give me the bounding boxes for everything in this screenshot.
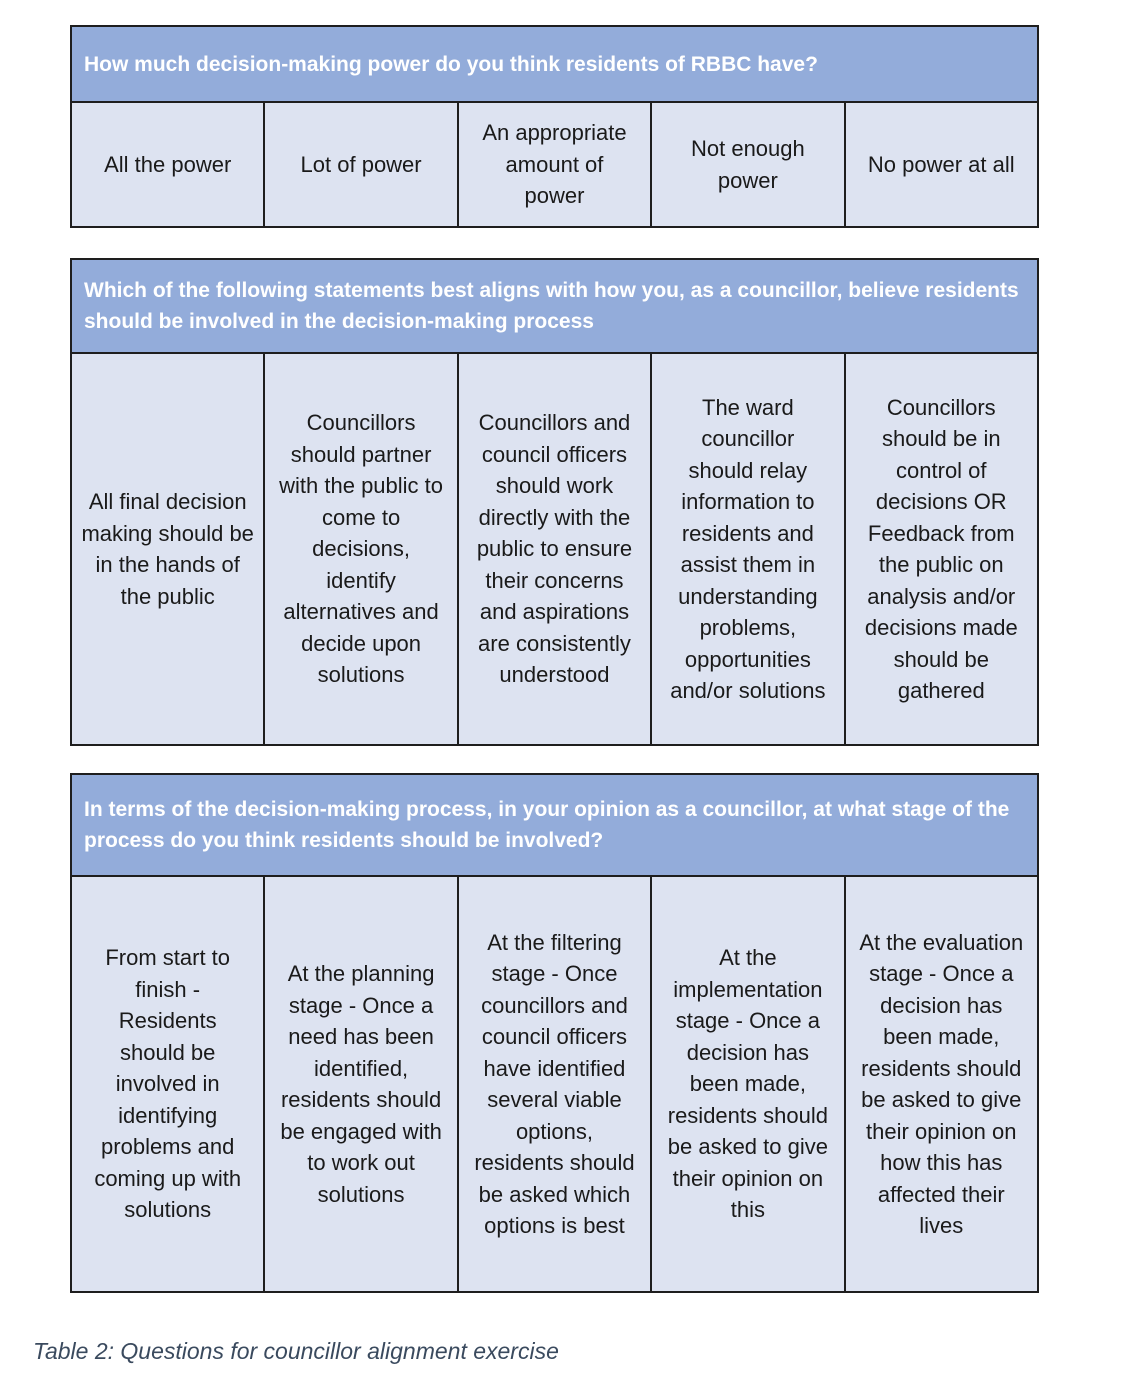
question-2-option-5: Councillors should be in control of decisions OR Feedback from the public on analysis and/or decisions made should be gathered [845,353,1038,745]
question-2-option-4: The ward councillor should relay information to residents and assist them in understanding problems, opportunities and/or solutions [651,353,844,745]
question-2-header: Which of the following statements best aligns with how you, as a councillor, believe residents should be involved in the decision-making process [71,259,1038,353]
question-table-3 [70,773,1039,1293]
question-3-option-4: At the implementation stage - Once a decision has been made, residents should be asked to give their opinion on this [651,876,844,1292]
question-1-option-4: Not enough power [651,102,844,227]
question-1-option-5: No power at all [845,102,1038,227]
question-1-option-1: All the power [71,102,264,227]
question-table-2 [70,258,1039,746]
question-1-option-3: An appropriate amount of power [458,102,651,227]
question-3-option-1: From start to finish - Residents should be involved in identifying problems and coming up with solutions [71,876,264,1292]
question-3-option-2: At the planning stage - Once a need has been identified, residents should be engaged with to work out solutions [264,876,457,1292]
question-3-header: In terms of the decision-making process, in your opinion as a councillor, at what stage of the process do you think residents should be involved? [71,774,1038,876]
question-2-option-1: All final decision making should be in the hands of the public [71,353,264,745]
table-caption: Table 2: Questions for councillor alignment exercise [33,1338,559,1364]
question-2-option-3: Councillors and council officers should work directly with the public to ensure their concerns and aspirations are consistently understood [458,353,651,745]
question-3-option-5: At the evaluation stage - Once a decision has been made, residents should be asked to give their opinion on how this has affected their lives [845,876,1038,1292]
question-1-option-2: Lot of power [264,102,457,227]
question-table-1 [70,25,1039,228]
question-1-header: How much decision-making power do you think residents of RBBC have? [71,26,1038,102]
question-3-option-3: At the filtering stage - Once councillors and council officers have identified several viable options, residents should be asked which options is best [458,876,651,1292]
question-2-option-2: Councillors should partner with the public to come to decisions, identify alternatives and decide upon solutions [264,353,457,745]
